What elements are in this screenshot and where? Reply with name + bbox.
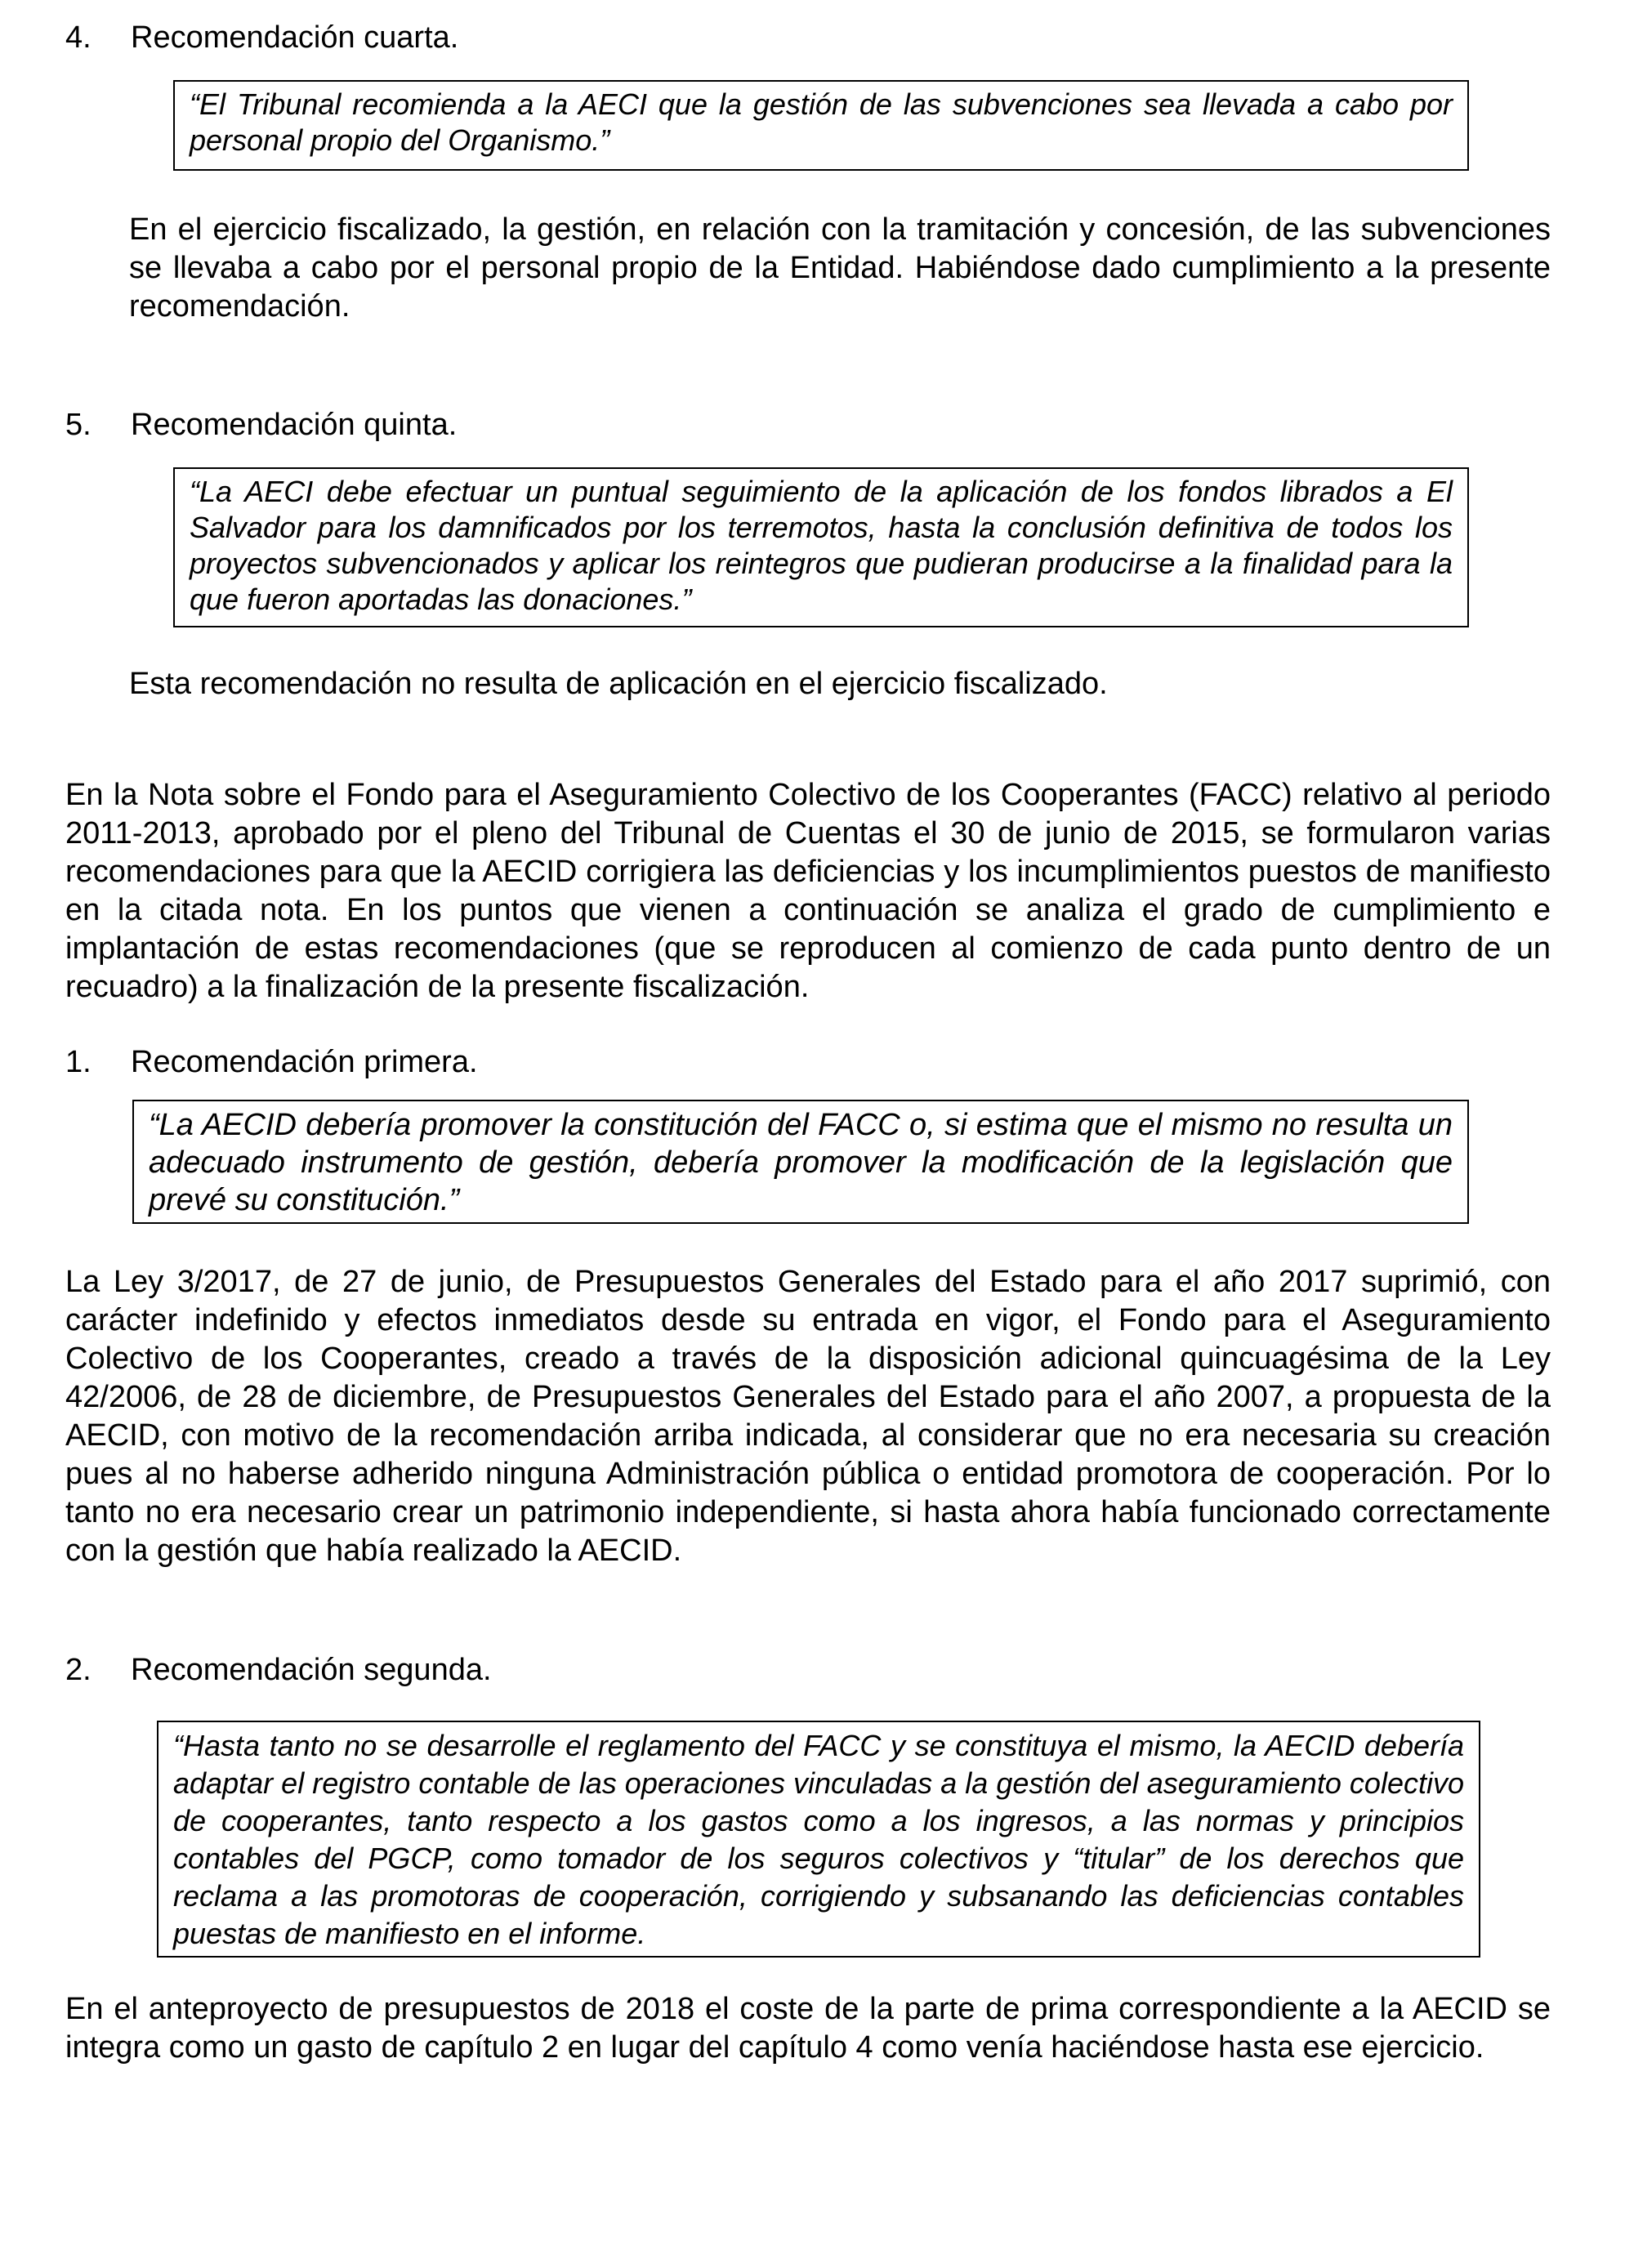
paragraph: En el ejercicio fiscalizado, la gestión, en relación con la tramitación y concesión, de las subvenciones se llevaba a cabo por el personal propio de la Entidad. Habiéndose dado cumplimiento a la presente recomendación. <box>129 212 1551 324</box>
section-title: Recomendación segunda. <box>131 1653 492 1687</box>
quote-text: “La AECI debe efectuar un puntual seguimiento de la aplicación de los fondos librados a El Salvador para los damnificados por los terremotos, hasta la conclusión definitiva de todos los proyectos subvencionados y aplicar los reintegros que pudieran producirse a la finalidad para la que fueron aportadas las donaciones.” <box>190 475 1453 616</box>
section-heading-2 <box>65 1650 492 1690</box>
quote-text: “Hasta tanto no se desarrolle el reglamento del FACC y se constituya el mismo, la AECID debería adaptar el registro contable de las operaciones vinculadas a la gestión del aseguramiento colectivo de cooperantes, tanto respecto a los gastos como a los ingresos, a las normas y principios contables del PGCP, como tomador de los seguros colectivos y “titular” de los derechos que reclama a las promotoras de cooperación, corrigiendo y subsanando las deficiencias contables puestas de manifiesto en el informe. <box>173 1729 1464 1950</box>
section-title: Recomendación primera. <box>131 1045 478 1079</box>
quote-text: “El Tribunal recomienda a la AECI que la gestión de las subvenciones sea llevada a cabo por personal propio del Organismo.” <box>190 87 1453 157</box>
section-title: Recomendación quinta. <box>131 408 458 442</box>
recommendation-quote-box-4 <box>173 80 1469 171</box>
section-number: 5. <box>65 408 92 442</box>
quote-text: “La AECID debería promover la constitución del FACC o, si estima que el mismo no resulta un adecuado instrumento de gestión, debería promover la modificación de la legislación que prevé su constitución.” <box>149 1108 1453 1217</box>
section-number: 4. <box>65 20 92 55</box>
paragraph: La Ley 3/2017, de 27 de junio, de Presupuestos Generales del Estado para el año 2017 suprimió, con carácter indefinido y efectos inmediatos desde su entrada en vigor, el Fondo para el Aseguramiento Colectivo de los Cooperantes, creado a través de la disposición adicional quincuagésima de la Ley 42/2006, de 28 de diciembre, de Presupuestos Generales del Estado para el año 2007, a propuesta de la AECID, con motivo de la recomendación arriba indicada, al considerar que no era necesaria su creación pues al no haberse adherido ninguna Administración pública o entidad promotora de cooperación. Por lo tanto no era necesario crear un patrimonio independiente, si hasta ahora había funcionado correctamente con la gestión que había realizado la AECID. <box>65 1265 1551 1568</box>
recommendation-quote-box-1 <box>132 1100 1469 1224</box>
section-heading-1 <box>65 1042 478 1082</box>
section-number: 1. <box>65 1045 92 1079</box>
section-number: 2. <box>65 1653 92 1687</box>
recommendation-quote-box-5 <box>173 467 1469 627</box>
section-title: Recomendación cuarta. <box>131 20 459 55</box>
paragraph: En el anteproyecto de presupuestos de 2018 el coste de la parte de prima correspondiente a la AECID se integra como un gasto de capítulo 2 en lugar del capítulo 4 como venía haciéndose hasta ese ejercicio. <box>65 1992 1551 2065</box>
paragraph: Esta recomendación no resulta de aplicación en el ejercicio fiscalizado. <box>129 667 1108 701</box>
intro-paragraph: En la Nota sobre el Fondo para el Aseguramiento Colectivo de los Cooperantes (FACC) relativo al periodo 2011-2013, aprobado por el pleno del Tribunal de Cuentas el 30 de junio de 2015, se formularon varias recomendaciones para que la AECID corrigiera las deficiencias y los incumplimientos puestos de manifiesto en la citada nota. En los puntos que vienen a continuación se analiza el grado de cumplimiento e implantación de estas recomendaciones (que se reproducen al comienzo de cada punto dentro de un recuadro) a la finalización de la presente fiscalización. <box>65 778 1551 1004</box>
section-heading-5 <box>65 405 457 444</box>
recommendation-quote-box-2 <box>157 1721 1480 1958</box>
section-heading-4 <box>65 18 458 57</box>
